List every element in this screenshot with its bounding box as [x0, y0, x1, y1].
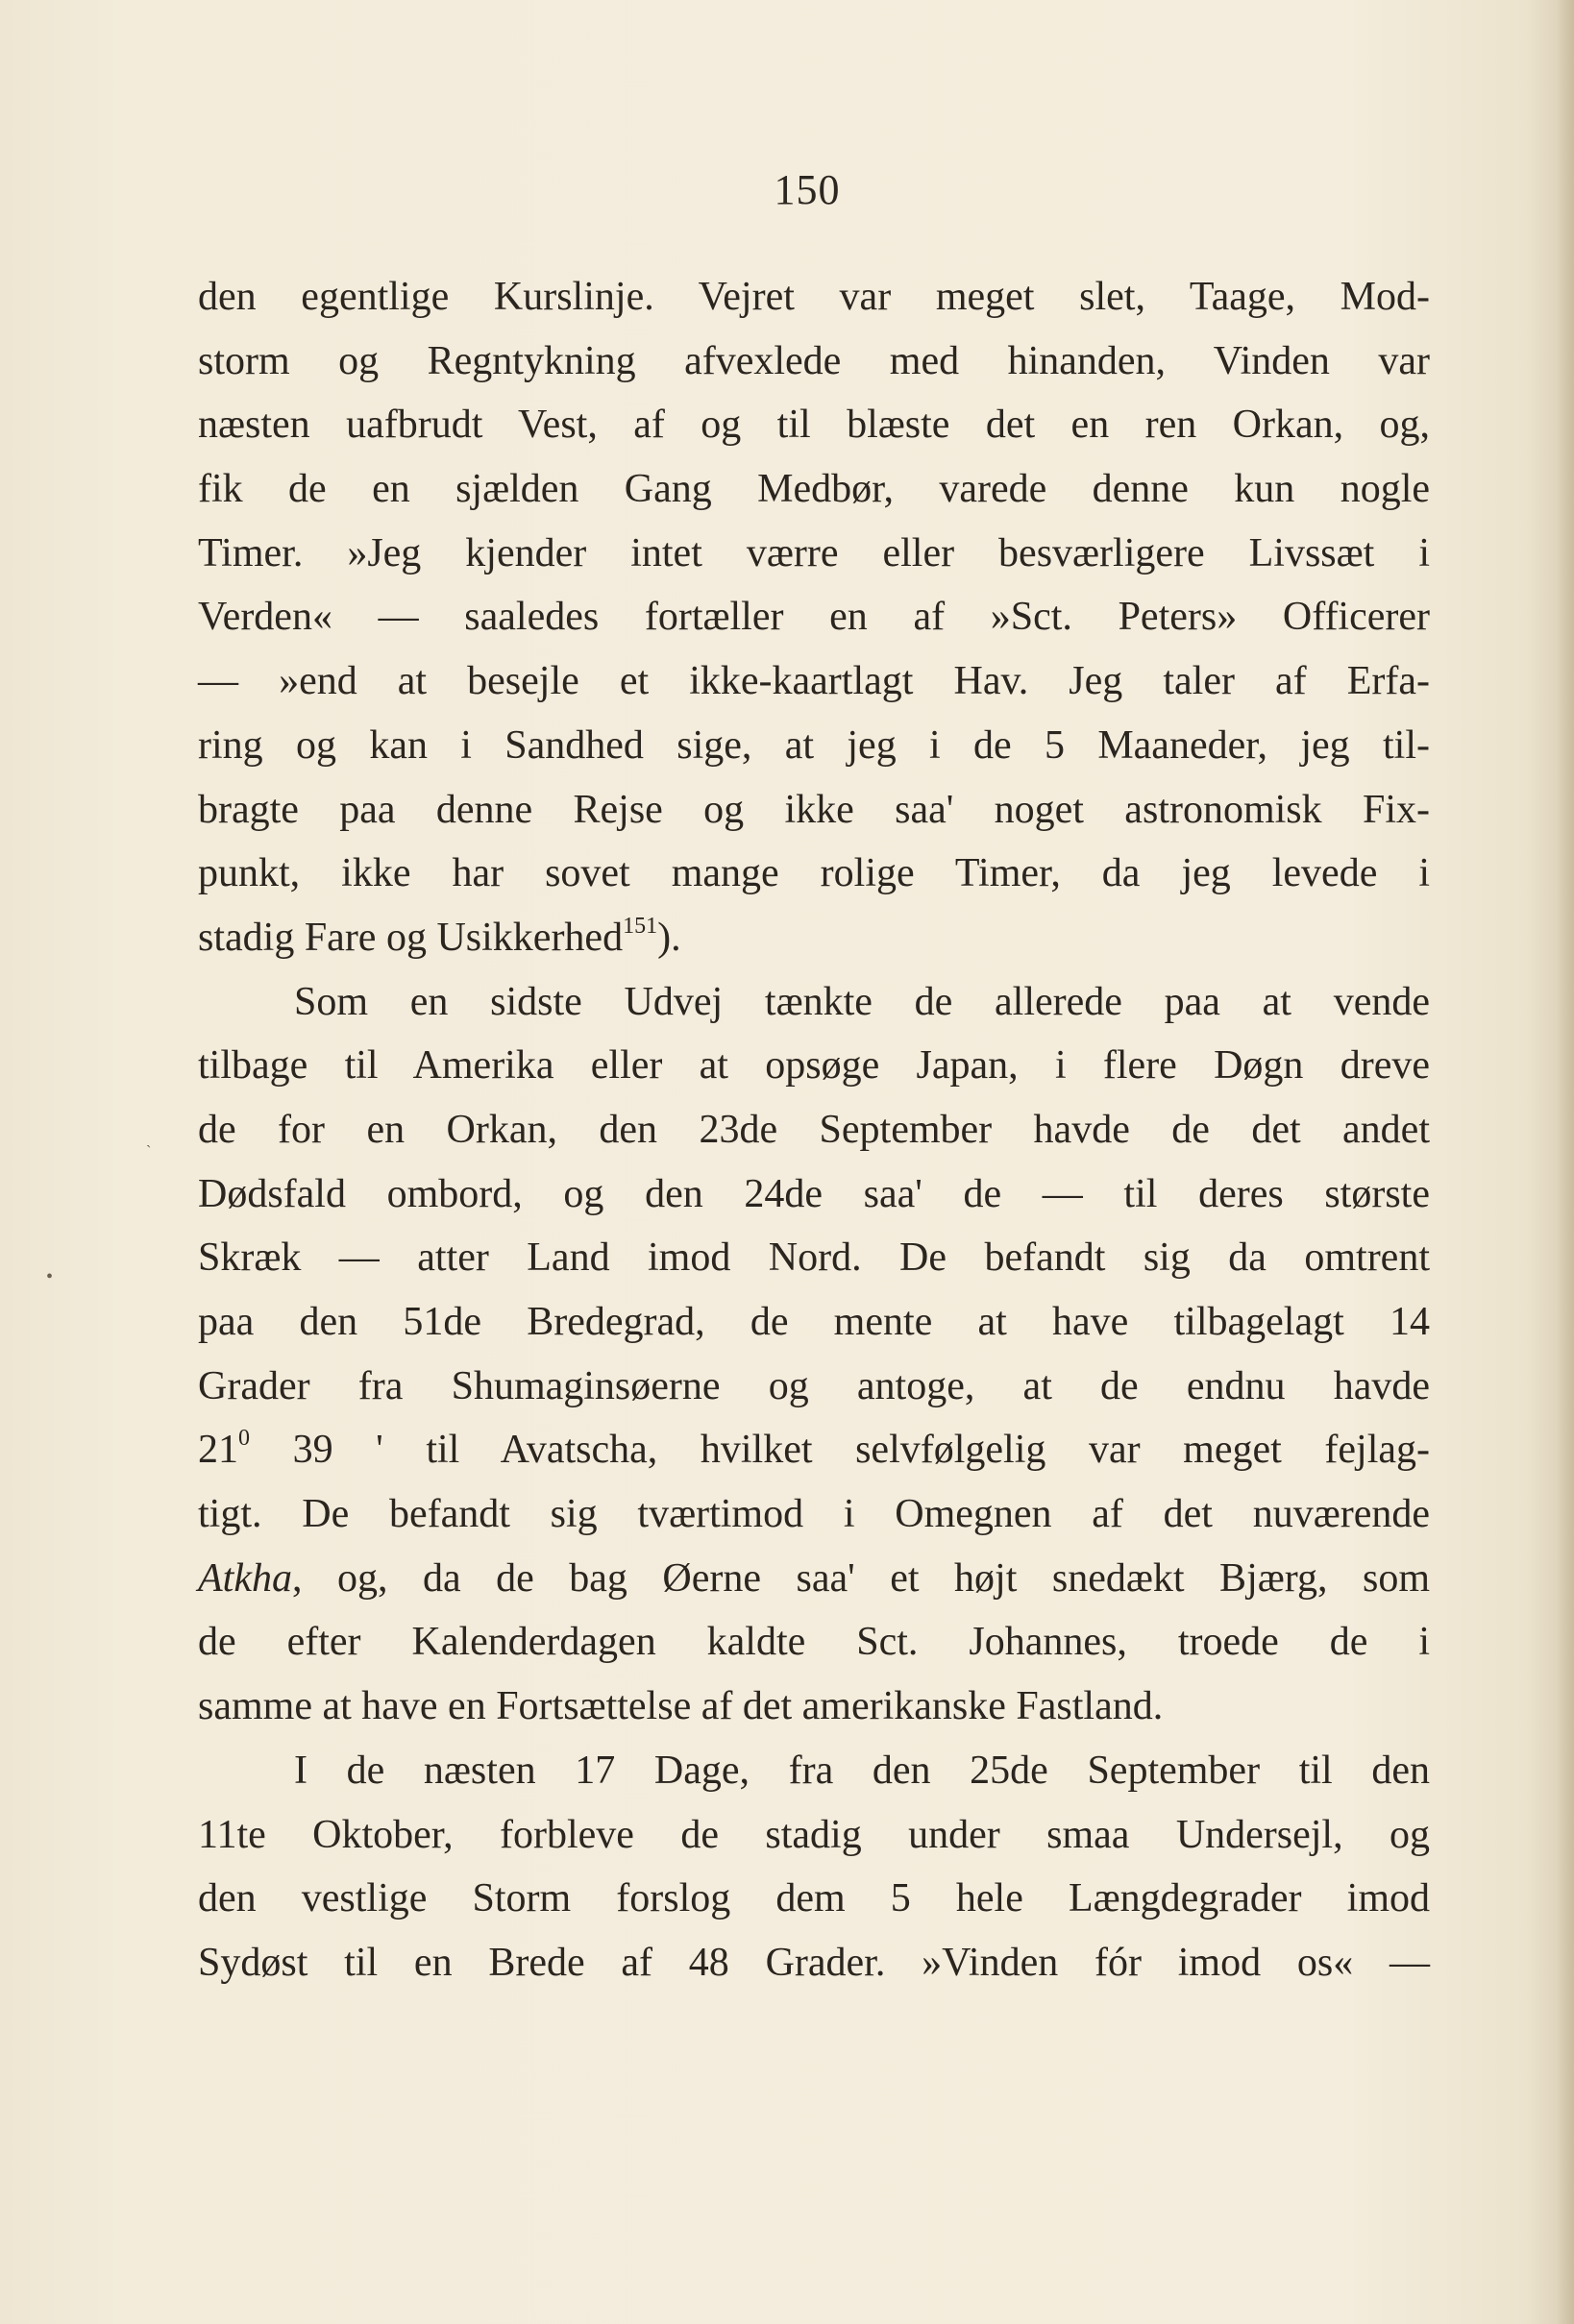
text-line: Verden« — saaledes fortæller en af »Sct. Peters» Officerer: [198, 595, 1430, 640]
degree-marker: 0: [238, 1426, 250, 1452]
text-line: Grader fra Shumaginsøerne og antoge, at de endnu havde: [198, 1363, 1430, 1408]
text-line: næsten uafbrudt Vest, af og til blæste det en ren Orkan, og,: [198, 403, 1430, 448]
page-edge-shadow: [1557, 0, 1574, 2324]
text-line: punkt, ikke har sovet mange rolige Timer, da jeg levede i: [198, 851, 1430, 896]
text-line: bragte paa denne Rejse og ikke saa' noget astronomisk Fix-: [198, 787, 1430, 832]
text-line: tilbage til Amerika eller at opsøge Japan, i flere Døgn dreve: [198, 1043, 1430, 1089]
text-line: Timer. »Jeg kjender intet værre eller besværligere Livssæt i: [198, 530, 1430, 575]
line-text: 21: [198, 1428, 238, 1473]
margin-tick: ˋ: [146, 1143, 152, 1160]
place-name: Atkha: [198, 1555, 292, 1601]
text-line: samme at have en Fortsættelse af det amerikanske Fastland.: [198, 1684, 1164, 1729]
text-line: ring og kan i Sandhed sige, at jeg i de 5 Maaneder, jeg til-: [198, 722, 1430, 768]
text-line: — »end at besejle et ikke-kaartlagt Hav. Jeg taler af Erfa-: [198, 659, 1430, 704]
text-line: de efter Kalenderdagen kaldte Sct. Johannes, troede de i: [198, 1620, 1430, 1665]
text-line: [198, 1418, 1430, 1482]
text-line: [198, 906, 1430, 970]
text-line: [198, 1547, 1430, 1611]
text-line: paa den 51de Bredegrad, de mente at have tilbagelagt 14: [198, 1300, 1430, 1344]
text-line: tigt. De befandt sig tværtimod i Omegnen af det nuværende: [198, 1492, 1430, 1537]
footnote-marker: 151: [623, 913, 658, 939]
line-tail: , og, da de bag Øerne saa' et højt snedækt Bjærg, som: [291, 1555, 1430, 1601]
line-tail: 39 ' til Avatscha, hvilket selvfølgelig var meget fejlag-: [250, 1428, 1430, 1473]
text-line: Som en sidste Udvej tænkte de allerede paa at vende: [294, 979, 1430, 1024]
text-line: de for en Orkan, den 23de September havde de det andet: [198, 1107, 1430, 1152]
margin-dot: •: [46, 1266, 54, 1287]
text-line: Skræk — atter Land imod Nord. De befandt sig da omtrent: [198, 1235, 1430, 1281]
line-text: stadig Fare og Usikkerhed: [198, 915, 624, 960]
page-number: 150: [774, 166, 841, 213]
text-line: I de næsten 17 Dage, fra den 25de September til den: [294, 1748, 1430, 1793]
text-line: storm og Regntykning afvexlede med hinanden, Vinden var: [198, 338, 1430, 383]
line-tail: ).: [657, 915, 681, 960]
text-line: den vestlige Storm forslog dem 5 hele Længdegrader imod: [198, 1876, 1430, 1921]
text-line: fik de en sjælden Gang Medbør, varede denne kun nogle: [198, 467, 1430, 512]
text-line: 11te Oktober, forbleve de stadig under smaa Undersejl, og: [198, 1812, 1430, 1857]
body-text: [198, 265, 1430, 1995]
text-line: Sydøst til en Brede af 48 Grader. »Vinden fór imod os« —: [198, 1940, 1430, 1985]
text-line: Dødsfald ombord, og den 24de saa' de — til deres største: [198, 1171, 1430, 1216]
text-line: den egentlige Kurslinje. Vejret var meget slet, Taage, Mod-: [198, 275, 1430, 319]
